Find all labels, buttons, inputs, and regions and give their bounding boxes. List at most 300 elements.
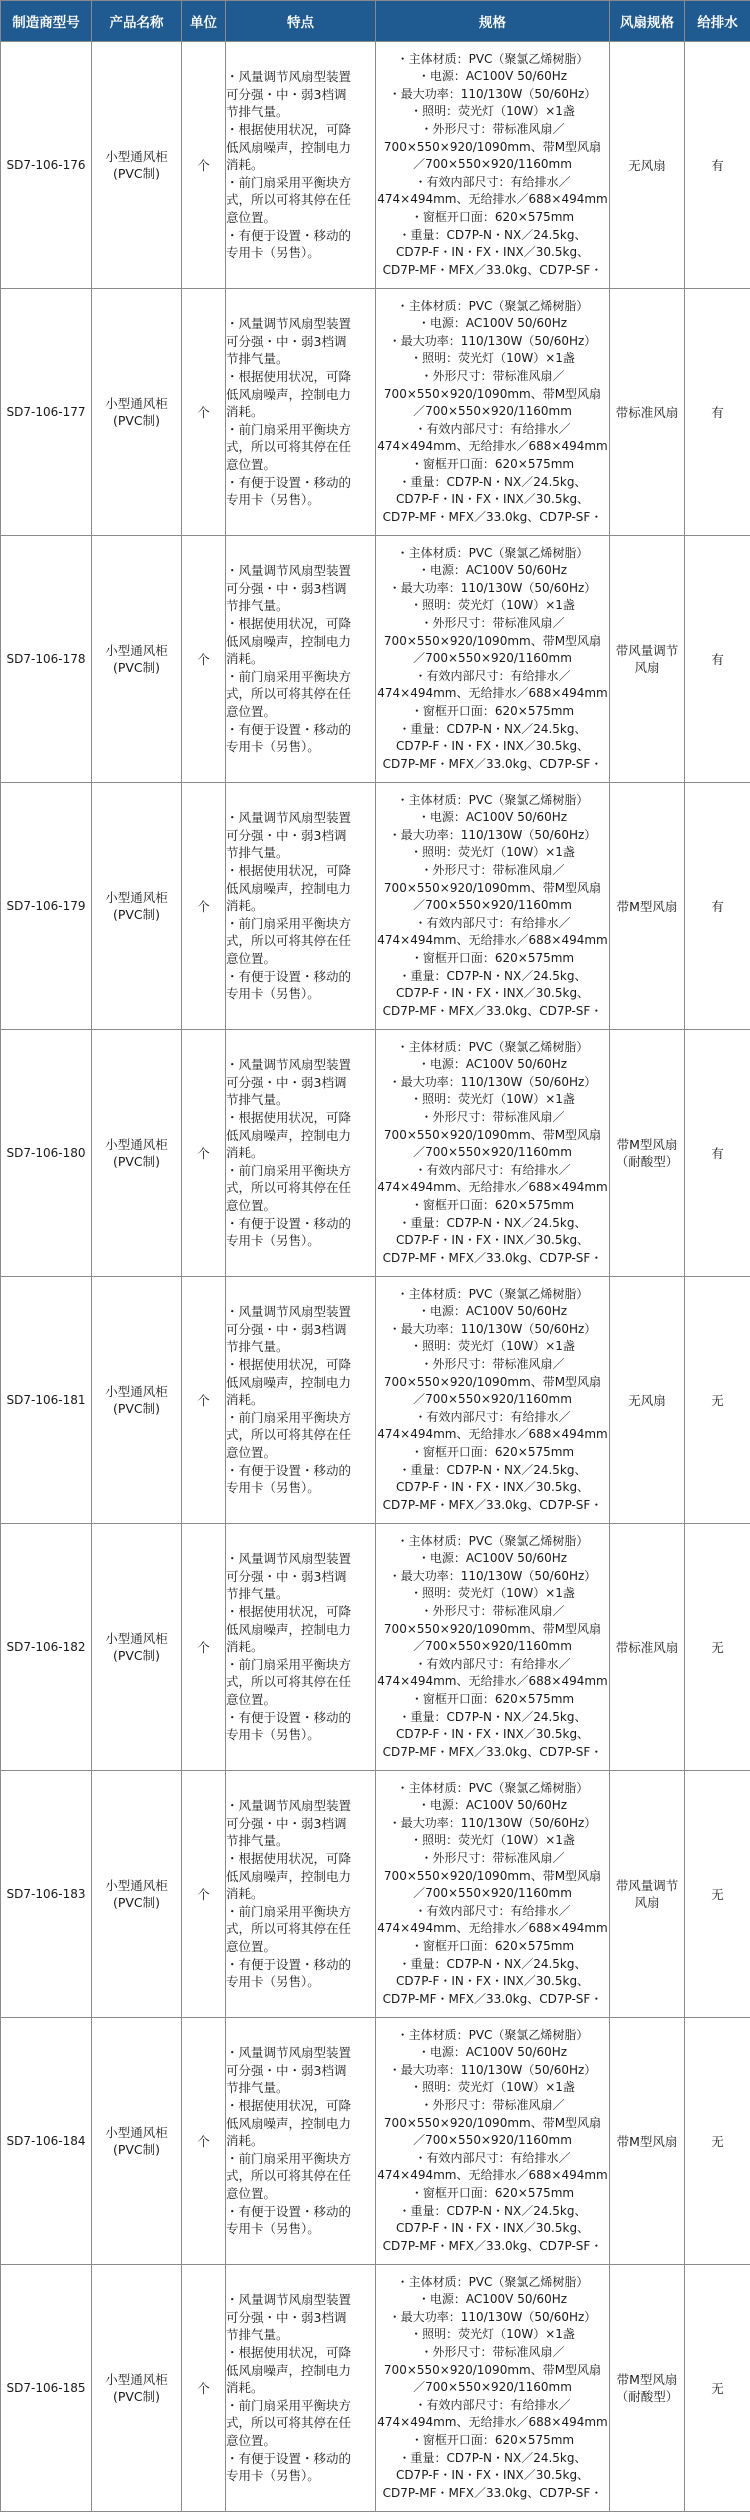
unit-cell: 个 (182, 1277, 226, 1524)
model-cell: SD7-106-179 (1, 783, 92, 1030)
spec-line: ・窗框开口面：620×575mm (410, 2185, 575, 2200)
model-cell: SD7-106-177 (1, 289, 92, 536)
spec-line: ・重量：CD7P-N・NX／24.5kg、 (398, 227, 587, 242)
spec-line: CD7P-MF・MFX／33.0kg、CD7P-SF・ (382, 2485, 603, 2500)
spec-line: ・窗框开口面：620×575mm (410, 1691, 575, 1706)
feature-line: 消耗。 (226, 2133, 264, 2149)
spec-line: CD7P-MF・MFX／33.0kg、CD7P-SF・ (382, 509, 603, 524)
feature-line: ・前门扇采用平衡块方 (226, 2150, 352, 2166)
spec-line: ・有效内部尺寸：有给排水／ (414, 1409, 571, 1424)
spec-line: ・重量：CD7P-N・NX／24.5kg、 (398, 968, 587, 983)
water-supply-cell: 有 (685, 289, 750, 536)
spec-line: ・外形尺寸：带标准风扇／ (420, 2098, 565, 2113)
features-cell (226, 1771, 376, 2018)
features-cell (226, 536, 376, 783)
specification-cell (376, 42, 610, 289)
spec-line: ・窗框开口面：620×575mm (410, 456, 575, 471)
feature-line: 可分强・中・弱3档调 (226, 827, 347, 843)
feature-line: ・前门扇采用平衡块方 (226, 1903, 352, 1919)
spec-line: 474×494mm、无给排水／688×494mm (377, 1180, 608, 1195)
feature-line: 消耗。 (226, 2380, 264, 2396)
feature-line: 可分强・中・弱3档调 (226, 580, 347, 596)
specification-cell (376, 1524, 610, 1771)
feature-line: ・根据使用状况，可降 (226, 2098, 352, 2114)
feature-line: 意位置。 (226, 209, 277, 225)
model-cell: SD7-106-182 (1, 1524, 92, 1771)
product-name-line: 小型通风柜 (105, 1137, 168, 1152)
model-cell: SD7-106-178 (1, 536, 92, 783)
table-row (1, 783, 750, 1030)
features-cell (226, 2018, 376, 2265)
feature-line: 专用卡（另售）。 (226, 1233, 320, 1249)
product-name-cell (92, 289, 182, 536)
table-row (1, 2265, 750, 2512)
unit-cell: 个 (182, 1771, 226, 2018)
feature-line: ・有便于设置・移动的 (226, 1956, 352, 1972)
product-name-cell (92, 783, 182, 1030)
product-name-line: 小型通风柜 (105, 1384, 168, 1399)
feature-line: ・风量调节风扇型装置 (226, 2292, 352, 2308)
header-specification: 规格 (376, 1, 610, 42)
spec-line: ・照明：荧光灯（10W）×1盏 (410, 598, 575, 613)
feature-line: 可分强・中・弱3档调 (226, 1815, 347, 1831)
specification-cell (376, 289, 610, 536)
feature-line: ・有便于设置・移动的 (226, 2203, 352, 2219)
feature-line: 式，所以可将其停在任 (226, 192, 352, 208)
product-name-cell (92, 42, 182, 289)
spec-line: ・主体材质：PVC（聚氯乙烯树脂） (396, 298, 589, 313)
spec-line: ・窗框开口面：620×575mm (410, 1444, 575, 1459)
fan-spec-line: 带风量调节 (615, 1878, 679, 1893)
spec-line: 700×550×920/1090mm、带M型风扇 (383, 880, 602, 895)
unit-cell: 个 (182, 536, 226, 783)
features-cell (226, 42, 376, 289)
feature-line: 消耗。 (226, 1392, 264, 1408)
feature-line: 消耗。 (226, 1886, 264, 1902)
table-header-row (1, 1, 750, 42)
feature-line: 可分强・中・弱3档调 (226, 333, 347, 349)
feature-line: 消耗。 (226, 404, 264, 420)
spec-line: ・重量：CD7P-N・NX／24.5kg、 (398, 1462, 587, 1477)
spec-line: ・外形尺寸：带标准风扇／ (420, 1851, 565, 1866)
spec-line: ・窗框开口面：620×575mm (410, 2432, 575, 2447)
feature-line: ・风量调节风扇型装置 (226, 1551, 352, 1567)
feature-line: 消耗。 (226, 898, 264, 914)
header-model: 制造商型号 (1, 1, 92, 42)
spec-line: 474×494mm、无给排水／688×494mm (377, 2168, 608, 2183)
specification-cell (376, 536, 610, 783)
spec-line: ・有效内部尺寸：有给排水／ (414, 174, 571, 189)
spec-line: ・外形尺寸：带标准风扇／ (420, 2345, 565, 2360)
feature-line: 专用卡（另售）。 (226, 245, 320, 261)
spec-line: ・最大功率：110/130W（50/60Hz） (388, 333, 597, 348)
spec-line: CD7P-MF・MFX／33.0kg、CD7P-SF・ (382, 1744, 603, 1759)
spec-line: 474×494mm、无给排水／688×494mm (377, 933, 608, 948)
spec-line: ・主体材质：PVC（聚氯乙烯树脂） (396, 1533, 589, 1548)
spec-line: ・照明：荧光灯（10W）×1盏 (410, 1339, 575, 1354)
feature-line: 意位置。 (226, 1691, 277, 1707)
fan-spec-cell (610, 1030, 685, 1277)
product-name-line: 小型通风柜 (105, 1878, 168, 1893)
spec-line: 474×494mm、无给排水／688×494mm (377, 686, 608, 701)
water-supply-cell: 无 (685, 2265, 750, 2512)
feature-line: ・风量调节风扇型装置 (226, 69, 352, 85)
feature-line: 低风扇噪声，控制电力 (226, 880, 352, 896)
spec-line: ／700×550×920/1160mm (413, 404, 572, 419)
spec-line: ・外形尺寸：带标准风扇／ (420, 863, 565, 878)
fan-spec-cell (610, 1277, 685, 1524)
feature-line: 消耗。 (226, 1145, 264, 1161)
unit-cell: 个 (182, 1524, 226, 1771)
features-cell (226, 1524, 376, 1771)
spec-line: ・重量：CD7P-N・NX／24.5kg、 (398, 474, 587, 489)
feature-line: ・前门扇采用平衡块方 (226, 1409, 352, 1425)
feature-line: ・有便于设置・移动的 (226, 2450, 352, 2466)
specification-cell (376, 1277, 610, 1524)
fan-spec-cell (610, 536, 685, 783)
spec-line: ・有效内部尺寸：有给排水／ (414, 1162, 571, 1177)
feature-line: ・根据使用状况，可降 (226, 122, 352, 138)
spec-line: ・最大功率：110/130W（50/60Hz） (388, 1321, 597, 1336)
feature-line: ・前门扇采用平衡块方 (226, 2397, 352, 2413)
feature-line: 节排气量。 (226, 351, 289, 367)
fan-spec-cell (610, 2265, 685, 2512)
spec-line: CD7P-F・IN・FX・INX／30.5kg、 (395, 2221, 590, 2236)
feature-line: ・根据使用状况，可降 (226, 863, 352, 879)
product-name-cell (92, 1277, 182, 1524)
fan-spec-cell (610, 1771, 685, 2018)
spec-line: ・电源：AC100V 50/60Hz (417, 316, 568, 331)
fan-spec-line: 风扇 (634, 660, 660, 675)
fan-spec-cell (610, 1524, 685, 1771)
spec-line: ・主体材质：PVC（聚氯乙烯树脂） (396, 2027, 589, 2042)
spec-line: 700×550×920/1090mm、带M型风扇 (383, 1127, 602, 1142)
feature-line: ・前门扇采用平衡块方 (226, 174, 352, 190)
product-name-line: 小型通风柜 (105, 2125, 168, 2140)
spec-line: 474×494mm、无给排水／688×494mm (377, 1427, 608, 1442)
spec-line: 474×494mm、无给排水／688×494mm (377, 1674, 608, 1689)
spec-line: CD7P-MF・MFX／33.0kg、CD7P-SF・ (382, 262, 603, 277)
feature-line: 节排气量。 (226, 104, 289, 120)
spec-line: CD7P-MF・MFX／33.0kg、CD7P-SF・ (382, 1497, 603, 1512)
feature-line: 可分强・中・弱3档调 (226, 86, 347, 102)
feature-line: ・根据使用状况，可降 (226, 1357, 352, 1373)
product-name-cell (92, 1771, 182, 2018)
feature-line: 式，所以可将其停在任 (226, 439, 352, 455)
spec-line: ・有效内部尺寸：有给排水／ (414, 915, 571, 930)
spec-line: ・照明：荧光灯（10W）×1盏 (410, 1586, 575, 1601)
spec-line: CD7P-F・IN・FX・INX／30.5kg、 (395, 986, 590, 1001)
feature-line: 专用卡（另售）。 (226, 492, 320, 508)
spec-line: ・照明：荧光灯（10W）×1盏 (410, 1833, 575, 1848)
feature-line: 式，所以可将其停在任 (226, 686, 352, 702)
feature-line: 专用卡（另售）。 (226, 739, 320, 755)
specification-cell (376, 783, 610, 1030)
unit-cell: 个 (182, 1030, 226, 1277)
spec-line: 474×494mm、无给排水／688×494mm (377, 2415, 608, 2430)
spec-line: ・最大功率：110/130W（50/60Hz） (388, 2309, 597, 2324)
spec-line: ・电源：AC100V 50/60Hz (417, 563, 568, 578)
feature-line: 可分强・中・弱3档调 (226, 1321, 347, 1337)
model-cell: SD7-106-184 (1, 2018, 92, 2265)
feature-line: 低风扇噪声，控制电力 (226, 1127, 352, 1143)
spec-line: ・电源：AC100V 50/60Hz (417, 1304, 568, 1319)
feature-line: ・有便于设置・移动的 (226, 227, 352, 243)
spec-line: 700×550×920/1090mm、带M型风扇 (383, 139, 602, 154)
water-supply-cell: 无 (685, 1277, 750, 1524)
specification-cell (376, 2265, 610, 2512)
feature-line: ・前门扇采用平衡块方 (226, 1162, 352, 1178)
spec-line: ・电源：AC100V 50/60Hz (417, 1057, 568, 1072)
spec-line: ・有效内部尺寸：有给排水／ (414, 2397, 571, 2412)
feature-line: 低风扇噪声，控制电力 (226, 1374, 352, 1390)
feature-line: 消耗。 (226, 1639, 264, 1655)
spec-line: ・照明：荧光灯（10W）×1盏 (410, 2327, 575, 2342)
spec-line: ／700×550×920/1160mm (413, 898, 572, 913)
feature-line: 意位置。 (226, 2432, 277, 2448)
feature-line: 节排气量。 (226, 1586, 289, 1602)
water-supply-cell: 有 (685, 536, 750, 783)
feature-line: ・根据使用状况，可降 (226, 369, 352, 385)
feature-line: 式，所以可将其停在任 (226, 2168, 352, 2184)
spec-line: 700×550×920/1090mm、带M型风扇 (383, 2362, 602, 2377)
product-name-line: 小型通风柜 (105, 149, 168, 164)
feature-line: 式，所以可将其停在任 (226, 1674, 352, 1690)
feature-line: 意位置。 (226, 1938, 277, 1954)
feature-line: ・有便于设置・移动的 (226, 474, 352, 490)
spec-line: 474×494mm、无给排水／688×494mm (377, 439, 608, 454)
specification-cell (376, 2018, 610, 2265)
feature-line: 可分强・中・弱3档调 (226, 2062, 347, 2078)
feature-line: 可分强・中・弱3档调 (226, 1568, 347, 1584)
specification-cell (376, 1030, 610, 1277)
spec-line: 474×494mm、无给排水／688×494mm (377, 1921, 608, 1936)
spec-line: CD7P-F・IN・FX・INX／30.5kg、 (395, 1727, 590, 1742)
spec-line: ・电源：AC100V 50/60Hz (417, 2292, 568, 2307)
features-cell (226, 1030, 376, 1277)
header-water-supply: 给排水 (685, 1, 750, 42)
spec-line: 700×550×920/1090mm、带M型风扇 (383, 386, 602, 401)
spec-line: ・重量：CD7P-N・NX／24.5kg、 (398, 1956, 587, 1971)
spec-line: ・主体材质：PVC（聚氯乙烯树脂） (396, 51, 589, 66)
feature-line: 式，所以可将其停在任 (226, 2415, 352, 2431)
feature-line: 专用卡（另售）。 (226, 986, 320, 1002)
feature-line: ・风量调节风扇型装置 (226, 563, 352, 579)
product-name-line: (PVC制) (112, 1895, 161, 1910)
spec-line: ・照明：荧光灯（10W）×1盏 (410, 104, 575, 119)
spec-line: ・外形尺寸：带标准风扇／ (420, 616, 565, 631)
table-row (1, 289, 750, 536)
spec-line: ・窗框开口面：620×575mm (410, 1938, 575, 1953)
product-name-line: (PVC制) (112, 2142, 161, 2157)
spec-line: CD7P-F・IN・FX・INX／30.5kg、 (395, 1233, 590, 1248)
product-name-line: (PVC制) (112, 1648, 161, 1663)
feature-line: ・风量调节风扇型装置 (226, 810, 352, 826)
feature-line: 节排气量。 (226, 1092, 289, 1108)
fan-spec-line: 风扇 (634, 1895, 660, 1910)
feature-line: ・风量调节风扇型装置 (226, 2045, 352, 2061)
feature-line: 式，所以可将其停在任 (226, 1921, 352, 1937)
spec-line: ・窗框开口面：620×575mm (410, 209, 575, 224)
fan-spec-line: 带标准风扇 (615, 1639, 679, 1655)
spec-line: ・主体材质：PVC（聚氯乙烯树脂） (396, 1286, 589, 1301)
feature-line: ・前门扇采用平衡块方 (226, 1656, 352, 1672)
feature-line: ・根据使用状况，可降 (226, 2345, 352, 2361)
product-name-line: (PVC制) (112, 660, 161, 675)
feature-line: ・有便于设置・移动的 (226, 968, 352, 984)
feature-line: 意位置。 (226, 703, 277, 719)
header-features: 特点 (226, 1, 376, 42)
spec-line: ・照明：荧光灯（10W）×1盏 (410, 351, 575, 366)
fan-spec-line: （耐酸型） (615, 1154, 679, 1169)
model-cell: SD7-106-176 (1, 42, 92, 289)
table-row (1, 1524, 750, 1771)
feature-line: ・风量调节风扇型装置 (226, 1057, 352, 1073)
product-name-cell (92, 1030, 182, 1277)
model-cell: SD7-106-180 (1, 1030, 92, 1277)
feature-line: ・风量调节风扇型装置 (226, 1798, 352, 1814)
feature-line: 节排气量。 (226, 598, 289, 614)
model-cell: SD7-106-185 (1, 2265, 92, 2512)
product-name-line: (PVC制) (112, 2389, 161, 2404)
fan-spec-line: 带M型风扇 (616, 2133, 678, 2149)
table-row (1, 1771, 750, 2018)
spec-line: ・最大功率：110/130W（50/60Hz） (388, 2062, 597, 2077)
feature-line: ・前门扇采用平衡块方 (226, 668, 352, 684)
spec-line: 700×550×920/1090mm、带M型风扇 (383, 2115, 602, 2130)
fan-spec-cell (610, 2018, 685, 2265)
spec-line: ・有效内部尺寸：有给排水／ (414, 1656, 571, 1671)
spec-line: 700×550×920/1090mm、带M型风扇 (383, 1374, 602, 1389)
table-row (1, 42, 750, 289)
spec-line: ・重量：CD7P-N・NX／24.5kg、 (398, 1215, 587, 1230)
spec-line: ／700×550×920/1160mm (413, 1145, 572, 1160)
unit-cell: 个 (182, 783, 226, 1030)
unit-cell: 个 (182, 42, 226, 289)
spec-line: ・外形尺寸：带标准风扇／ (420, 369, 565, 384)
spec-line: ・照明：荧光灯（10W）×1盏 (410, 845, 575, 860)
spec-line: ・窗框开口面：620×575mm (410, 950, 575, 965)
feature-line: 消耗。 (226, 157, 264, 173)
feature-line: 低风扇噪声，控制电力 (226, 139, 352, 155)
spec-line: ・电源：AC100V 50/60Hz (417, 810, 568, 825)
feature-line: 低风扇噪声，控制电力 (226, 633, 352, 649)
unit-cell: 个 (182, 289, 226, 536)
feature-line: 式，所以可将其停在任 (226, 1180, 352, 1196)
product-name-line: (PVC制) (112, 166, 161, 181)
water-supply-cell: 无 (685, 1771, 750, 2018)
spec-line: ・最大功率：110/130W（50/60Hz） (388, 580, 597, 595)
spec-line: 474×494mm、无给排水／688×494mm (377, 192, 608, 207)
spec-line: ・有效内部尺寸：有给排水／ (414, 1903, 571, 1918)
feature-line: ・根据使用状况，可降 (226, 1604, 352, 1620)
feature-line: ・有便于设置・移动的 (226, 1709, 352, 1725)
model-cell: SD7-106-183 (1, 1771, 92, 2018)
feature-line: 低风扇噪声，控制电力 (226, 386, 352, 402)
spec-line: CD7P-F・IN・FX・INX／30.5kg、 (395, 739, 590, 754)
table-row (1, 2018, 750, 2265)
spec-line: ・重量：CD7P-N・NX／24.5kg、 (398, 2450, 587, 2465)
spec-line: CD7P-F・IN・FX・INX／30.5kg、 (395, 1480, 590, 1495)
spec-line: ・电源：AC100V 50/60Hz (417, 2045, 568, 2060)
spec-line: ・最大功率：110/130W（50/60Hz） (388, 827, 597, 842)
spec-line: CD7P-MF・MFX／33.0kg、CD7P-SF・ (382, 1991, 603, 2006)
features-cell (226, 783, 376, 1030)
feature-line: ・有便于设置・移动的 (226, 721, 352, 737)
fan-spec-line: 带风量调节 (615, 643, 679, 658)
spec-line: ・最大功率：110/130W（50/60Hz） (388, 86, 597, 101)
spec-line: 700×550×920/1090mm、带M型风扇 (383, 1868, 602, 1883)
feature-line: 节排气量。 (226, 1833, 289, 1849)
spec-line: ・照明：荧光灯（10W）×1盏 (410, 2080, 575, 2095)
product-name-line: 小型通风柜 (105, 643, 168, 658)
feature-line: 专用卡（另售）。 (226, 1974, 320, 1990)
spec-line: ・最大功率：110/130W（50/60Hz） (388, 1568, 597, 1583)
spec-line: ・重量：CD7P-N・NX／24.5kg、 (398, 2203, 587, 2218)
fan-spec-cell (610, 289, 685, 536)
fan-spec-cell (610, 42, 685, 289)
spec-line: 700×550×920/1090mm、带M型风扇 (383, 633, 602, 648)
product-name-line: 小型通风柜 (105, 890, 168, 905)
unit-cell: 个 (182, 2018, 226, 2265)
water-supply-cell: 有 (685, 1030, 750, 1277)
feature-line: 式，所以可将其停在任 (226, 1427, 352, 1443)
spec-line: ・电源：AC100V 50/60Hz (417, 1798, 568, 1813)
spec-line: CD7P-F・IN・FX・INX／30.5kg、 (395, 1974, 590, 1989)
spec-line: ・有效内部尺寸：有给排水／ (414, 2150, 571, 2165)
fan-spec-line: （耐酸型） (615, 2389, 679, 2404)
feature-line: 意位置。 (226, 950, 277, 966)
spec-line: 700×550×920/1090mm、带M型风扇 (383, 1621, 602, 1636)
features-cell (226, 1277, 376, 1524)
product-name-line: 小型通风柜 (105, 2372, 168, 2387)
spec-line: ・电源：AC100V 50/60Hz (417, 1551, 568, 1566)
spec-line: ／700×550×920/1160mm (413, 2380, 572, 2395)
specification-cell (376, 1771, 610, 2018)
spec-line: CD7P-F・IN・FX・INX／30.5kg、 (395, 492, 590, 507)
spec-line: CD7P-MF・MFX／33.0kg、CD7P-SF・ (382, 756, 603, 771)
fan-spec-line: 带M型风扇 (616, 2372, 678, 2387)
header-unit: 单位 (182, 1, 226, 42)
feature-line: 低风扇噪声，控制电力 (226, 2115, 352, 2131)
product-name-line: (PVC制) (112, 413, 161, 428)
spec-line: ・照明：荧光灯（10W）×1盏 (410, 1092, 575, 1107)
spec-line: ・有效内部尺寸：有给排水／ (414, 421, 571, 436)
fan-spec-cell (610, 783, 685, 1030)
feature-line: 意位置。 (226, 2185, 277, 2201)
feature-line: 可分强・中・弱3档调 (226, 1074, 347, 1090)
feature-line: ・根据使用状况，可降 (226, 1110, 352, 1126)
spec-line: ・电源：AC100V 50/60Hz (417, 69, 568, 84)
spec-line: ・主体材质：PVC（聚氯乙烯树脂） (396, 2274, 589, 2289)
product-name-line: 小型通风柜 (105, 396, 168, 411)
feature-line: 意位置。 (226, 1444, 277, 1460)
spec-line: ・主体材质：PVC（聚氯乙烯树脂） (396, 1039, 589, 1054)
fan-spec-line: 带M型风扇 (616, 1137, 678, 1152)
product-name-line: (PVC制) (112, 1154, 161, 1169)
spec-line: ・重量：CD7P-N・NX／24.5kg、 (398, 721, 587, 736)
unit-cell: 个 (182, 2265, 226, 2512)
spec-line: ・重量：CD7P-N・NX／24.5kg、 (398, 1709, 587, 1724)
spec-line: CD7P-MF・MFX／33.0kg、CD7P-SF・ (382, 1003, 603, 1018)
table-row (1, 1277, 750, 1524)
model-cell: SD7-106-181 (1, 1277, 92, 1524)
table-row (1, 536, 750, 783)
feature-line: 意位置。 (226, 1197, 277, 1213)
spec-line: ・外形尺寸：带标准风扇／ (420, 122, 565, 137)
product-name-line: (PVC制) (112, 907, 161, 922)
spec-line: ・外形尺寸：带标准风扇／ (420, 1604, 565, 1619)
